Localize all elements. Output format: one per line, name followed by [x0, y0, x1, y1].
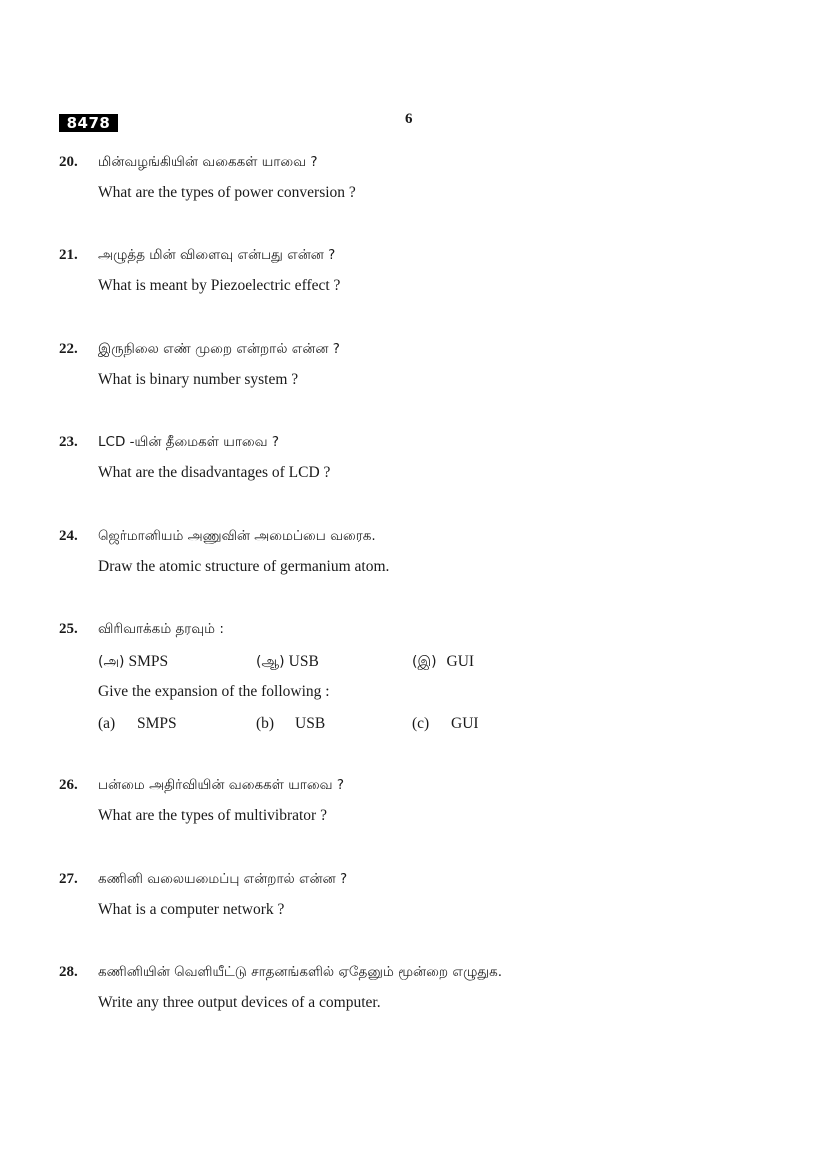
- question-27: [59, 869, 799, 924]
- question-text-english: What are the disadvantages of LCD ?: [98, 464, 331, 481]
- question-21: [59, 245, 799, 300]
- page-number: 6: [405, 111, 413, 127]
- question-text-english: What is a computer network ?: [98, 901, 285, 918]
- option-marker: (அ): [98, 654, 125, 670]
- option-text: USB: [295, 715, 326, 732]
- option-marker: (இ): [412, 654, 437, 670]
- tamil-options-row: [98, 651, 618, 671]
- question-number: 24.: [59, 528, 78, 544]
- question-text-english: What is meant by Piezoelectric effect ?: [98, 277, 341, 294]
- paper-code-badge: 8478: [59, 114, 118, 132]
- question-text-tamil: மின்வழங்கியின் வகைகள் யாவை ?: [98, 154, 318, 170]
- question-number: 20.: [59, 154, 78, 170]
- option-tamil-a: [98, 651, 168, 672]
- question-26: [59, 775, 799, 830]
- question-text-tamil: பன்மை அதிர்வியின் வகைகள் யாவை ?: [98, 777, 344, 793]
- question-text-english: What are the types of power conversion ?: [98, 184, 356, 201]
- question-number: 22.: [59, 341, 78, 357]
- option-marker: (c): [412, 715, 430, 732]
- question-text-tamil: கணினியின் வெளியீட்டு சாதனங்களில் ஏதேனும் மூன்றை எழுதுக.: [98, 964, 502, 980]
- question-number: 23.: [59, 434, 78, 450]
- question-28: [59, 962, 799, 1017]
- question-text-english: Write any three output devices of a computer.: [98, 994, 381, 1011]
- option-english-c: [412, 713, 479, 734]
- english-options-row: [98, 713, 618, 733]
- option-text: GUI: [446, 653, 475, 670]
- option-tamil-aa: [256, 651, 319, 672]
- question-text-tamil: ஜெர்மானியம் அணுவின் அமைப்பை வரைக.: [98, 528, 376, 544]
- question-24: [59, 526, 799, 581]
- option-english-a: [98, 713, 177, 734]
- question-20: [59, 152, 799, 207]
- option-marker: (a): [98, 715, 116, 732]
- option-marker: (ஆ): [256, 654, 285, 670]
- question-number: 26.: [59, 777, 78, 793]
- question-23: [59, 432, 799, 487]
- question-25: [59, 619, 799, 739]
- question-22: [59, 339, 799, 394]
- question-text-english: What is binary number system ?: [98, 371, 299, 388]
- question-text-english: What are the types of multivibrator ?: [98, 807, 327, 824]
- question-text-tamil: கணினி வலையமைப்பு என்றால் என்ன ?: [98, 871, 348, 887]
- option-tamil-i: [412, 651, 474, 672]
- option-text: GUI: [451, 715, 479, 732]
- question-text-tamil: விரிவாக்கம் தரவும் :: [98, 621, 224, 637]
- question-text-tamil: LCD -யின் தீமைகள் யாவை ?: [98, 434, 280, 450]
- question-text-english: Draw the atomic structure of germanium atom.: [98, 558, 390, 575]
- question-number: 21.: [59, 247, 78, 263]
- question-text-english: Give the expansion of the following :: [98, 683, 330, 700]
- question-text-tamil: இருநிலை எண் முறை என்றால் என்ன ?: [98, 341, 340, 357]
- option-text: SMPS: [137, 715, 177, 732]
- option-text: USB: [288, 653, 319, 670]
- option-text: SMPS: [128, 653, 169, 670]
- question-number: 28.: [59, 964, 78, 980]
- option-english-b: [256, 713, 325, 734]
- question-text-tamil: அழுத்த மின் விளைவு என்பது என்ன ?: [98, 247, 336, 263]
- question-number: 25.: [59, 621, 78, 637]
- option-marker: (b): [256, 715, 275, 732]
- question-number: 27.: [59, 871, 78, 887]
